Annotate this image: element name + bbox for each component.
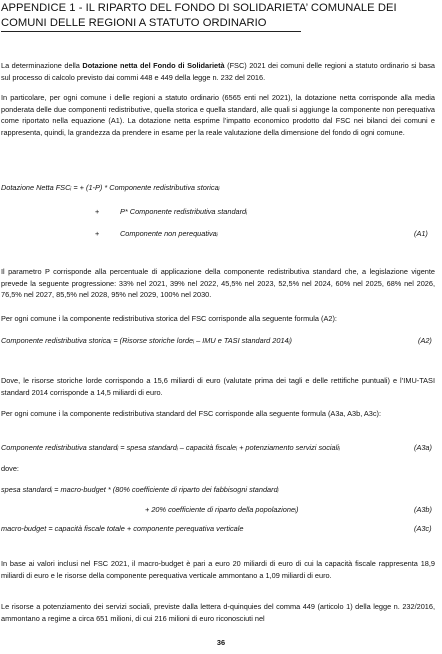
equation-a3c: macro-budget = capacità fiscale totale + componente perequativa verticale: [1, 524, 244, 533]
equation-a1-line-2: P* Componente redistributiva standardᵢ: [120, 207, 248, 216]
equation-a1-label: (A1): [414, 229, 428, 238]
intro-paragraph: [1, 60, 435, 83]
intro-text-post: (FSC) 2021 dei comuni delle regioni a statuto ordinario si basa sul processo di calcolo previsto dai commi 448 e 449 della legge n. 232 del 2016.: [1, 61, 435, 82]
equation-a1-line-3: Componente non perequativaᵢ: [120, 229, 218, 238]
intro-text-bold: Dotazione netta del Fondo di Solidarietà: [82, 61, 225, 70]
paragraph-8: Le risorse a potenziamento dei servizi sociali, previste dalla lettera d-quinquies del comma 449 (articolo 1) della legge n. 232/2016, ammontano a regime a circa 651 milioni, di cui 216 milioni di euro riconosciuti nel: [1, 602, 435, 623]
paragraph-6: Per ogni comune i la componente redistributiva standard del FSC corrisponde alla seguente formula (A3a, A3b, A3c):: [1, 409, 382, 418]
paragraph-7: In base ai valori inclusi nel FSC 2021, il macro-budget è pari a euro 20 miliardi di euro di cui la capacità fiscale rappresenta 18,9 miliardi di euro e le risorse della componente perequativa verticale ammontano a 1,09 miliardi di euro.: [1, 559, 435, 580]
equation-a1-plus-2: +: [95, 229, 100, 238]
equation-a3a: Componente redistributiva standardᵢ = spesa standardᵢ – capacità fiscaleᵢ + potenziamento servizi socialiᵢ: [1, 443, 340, 452]
equation-a1-line-1: Dotazione Netta FSCᵢ = + (1-P) * Componente redistributiva storicaᵢ: [1, 183, 220, 192]
title-line-2: COMUNI DELLE REGIONI A STATUTO ORDINARIO: [1, 17, 267, 29]
equation-a2: Componente redistributiva storicaᵢ = (Risorse storiche lordeᵢ – IMU e TASI standard 2014ᵢ): [1, 336, 292, 345]
title-line-1: APPENDICE 1 - IL RIPARTO DEL FONDO DI SOLIDARIETA’ COMUNALE DEI: [1, 2, 397, 14]
equation-a3b-label: (A3b): [414, 505, 432, 514]
paragraph-3: Il parametro P corrisponde alla percentuale di applicazione della componente redistributiva standard che, a legislazione vigente prevede la seguente progressione: 33% nel 2021, 39% nel 2022, 45,5% nel 2023, 52,5% nel 2024, 60% nel 2025, 68% nel 2026, 76,5% nel 2027, 85,5% nel 2028, 95% nel 2029, 100% nel 2030.: [1, 267, 435, 299]
paragraph-5: Dove, le risorse storiche lorde corrispondo a 15,6 miliardi di euro (valutate prima dei tagli e delle rettifiche puntuali) e l’IMU-TASI standard 2014 corrisponde a 14,5 miliardi di euro.: [1, 376, 435, 397]
intro-text-pre: La determinazione della: [1, 61, 83, 70]
equation-a3b-line-1: spesa standardᵢ = macro-budget * (80% coefficiente di riparto dei fabbisogni standardᵢ: [1, 485, 279, 494]
equation-a2-label: (A2): [418, 336, 432, 345]
paragraph-4: Per ogni comune i la componente redistributiva storica del FSC corrisponde alla seguente formula (A2):: [1, 314, 337, 323]
equation-a3c-label: (A3c): [414, 524, 432, 533]
equation-a3b-line-2: + 20% coefficiente di riparto della popolazioneᵢ): [145, 505, 299, 514]
paragraph-2: In particolare, per ogni comune i delle regioni a statuto ordinario (6565 enti nel 2021), la dotazione netta corrisponde alla media ponderata delle due componenti redistributive, quella storica e quella standard, alle quali si aggiunge la componente non perequativa come riportato nella equazione (A1). La dotazione netta esprime l’impatto economico prodotto dal FSC nei bilanci dei comuni e rappresenta, quindi, la grandezza da prendere in esame per la reale valutazione della dimensione del fondo di ogni comune.: [1, 93, 435, 137]
equation-a1-plus-1: +: [95, 207, 100, 216]
dove-label: dove:: [1, 464, 19, 473]
equation-a3a-label: (A3a): [414, 443, 432, 452]
title-underline: [1, 31, 301, 32]
page-number: 36: [216, 638, 226, 647]
appendix-title: [1, 1, 441, 31]
